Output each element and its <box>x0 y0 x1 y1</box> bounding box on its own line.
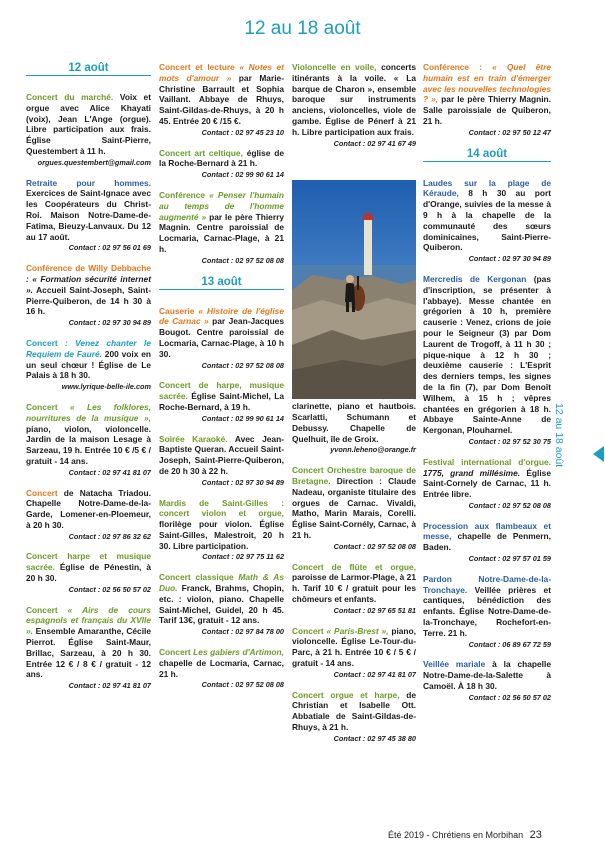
event-title: Concert Orchestre baroque de Bretagne. <box>292 465 416 486</box>
event-contact: Contact : 02 56 50 57 02 <box>468 692 551 702</box>
section-heading-13-aout: 13 août <box>159 276 284 290</box>
event-entry <box>292 626 416 681</box>
entry-list <box>292 390 416 744</box>
event-contact: Contact : 02 97 52 08 08 <box>201 255 284 265</box>
event-description: par Marie-Christine Barrault et Sophia Vaillant. Abbaye de Rhuys, Saint-Gildas-de-Rhuys, à 20 h 45. Entrée 20 € /15 €. <box>159 72 284 126</box>
event-description: par Jean-Jacques Bougot. Centre paroissial de Locmaria, Carnac-Plage, à 10 h 30. <box>159 316 284 359</box>
event-entry <box>292 562 416 617</box>
event-contact: Contact : 02 97 57 01 59 <box>468 554 551 564</box>
event-contact: Contact : 02 97 86 32 62 <box>68 531 151 541</box>
event-description: Franck, Brahms, Chopin, etc. : violon, piano. Chapelle Saint-Michel, Guidel, 20 h 45. Tarif 13€, gratuit - 12 ans. <box>159 583 284 626</box>
event-contact: Contact : 02 99 90 61 14 <box>201 413 284 423</box>
event-title: Concert du marché. <box>26 92 114 102</box>
event-contact: Contact : 02 97 52 08 08 <box>201 680 284 690</box>
entry-list <box>159 306 284 692</box>
event-entry <box>26 551 151 595</box>
event-entry <box>423 574 551 651</box>
column-2 <box>159 62 284 700</box>
event-title: Concert <box>26 337 58 348</box>
event-title: Mercredis de Kergonan <box>423 273 527 284</box>
event-title: Soirée Karaoké. <box>159 433 228 444</box>
event-title: Mardis de Saint-Gilles : concert violon et orgue, <box>159 497 284 519</box>
event-entry <box>423 62 551 139</box>
event-contact: Contact : 02 97 45 38 80 <box>333 733 416 743</box>
event-contact: Contact : 02 56 50 57 02 <box>68 584 151 594</box>
event-description: 200 voix en un seul chœur ! Église de Le Palais à 18 h 30. <box>26 348 151 381</box>
event-description: Église Saint-Cornely de Carnac, 11 h. Entrée libre. <box>423 467 551 500</box>
event-title: Concert <box>26 401 58 412</box>
event-entry <box>159 62 284 139</box>
event-entry <box>159 434 284 489</box>
event-title-italic: « Les folklores, nourritures de la musique », <box>26 401 151 423</box>
event-contact: Contact : 02 97 65 51 81 <box>333 605 416 615</box>
event-description: piano, violon, violoncelle. Jardin de la maison Lesage à Sarzeau, 19 h. Entrée 10 € /5 € / gratuit - 14 ans. <box>26 423 151 466</box>
event-entry <box>26 178 151 255</box>
event-contact: Contact : 02 97 50 12 47 <box>468 127 551 137</box>
event-entry <box>26 92 151 169</box>
event-contact: Contact : 02 97 45 23 10 <box>201 127 284 137</box>
page-footer <box>388 829 568 841</box>
event-entry <box>292 690 416 745</box>
event-title-italic: Math & As Duo. <box>159 572 284 594</box>
event-contact: www.lyrique-belle-ile.com <box>61 382 151 392</box>
event-title: Veillée mariale <box>423 659 486 670</box>
event-title: Concert orgue et harpe, <box>292 689 400 700</box>
event-description-italic: : « Formation sécurité internet ». <box>26 273 151 295</box>
event-title: Concert harpe et musique sacrée. <box>26 551 151 573</box>
event-title: Concert <box>292 625 324 636</box>
event-contact: Contact : 06 89 67 72 59 <box>468 639 551 649</box>
event-title-italic: « Penser l'humain au temps de l'homme augmenté » <box>159 189 284 222</box>
event-title: Concert de harpe, musique sacrée. <box>159 380 284 402</box>
event-contact: Contact : 02 97 84 78 00 <box>201 627 284 637</box>
event-entry <box>26 488 151 543</box>
event-description: de Christian et Isabelle Ott. Abbatiale de Saint-Gildas-de-Rhuys, à 21 h. <box>292 689 417 732</box>
event-title: Concert art celtique, <box>159 147 243 158</box>
entry-list <box>423 178 551 704</box>
event-entry <box>159 148 284 181</box>
event-title: Laudes sur la plage de Kéraude, <box>423 177 551 199</box>
event-entry <box>159 306 284 372</box>
event-description: à la chapelle Notre-Dame-de-la-Salette à Camoël. À 18 h 30. <box>423 659 551 692</box>
event-description: clarinette, piano et hautbois. Scarlatti, Schumann et Debussy. Chapelle de Quelhuit, île de Groix. <box>292 401 416 444</box>
event-description: de Natacha Triadou. Chapelle Notre-Dame-de-la-Garde, Lomener-en-Ploemeur, à 20 h 30. <box>26 487 151 530</box>
event-title: Concert de flûte et orgue, <box>292 561 416 572</box>
event-title: Festival international d'orgue. <box>423 456 551 467</box>
event-title: Procession aux flambeaux et messe, <box>423 520 551 542</box>
event-entry <box>423 521 551 565</box>
event-title: Concert <box>26 604 58 615</box>
event-description: Accueil Saint-Joseph, Saint-Pierre-Quiberon, de 14 h 30 à 16 h. <box>26 284 151 317</box>
event-description: 8 h 30 au port d'Orange, suivies de la messe à 9 h à la chapelle de la communauté des sœurs dominicaines, Saint-Pierre-Quiberon. <box>423 188 551 253</box>
cellist-photo <box>292 180 416 399</box>
event-entry <box>292 465 416 552</box>
event-title: Violoncelle en voile, <box>292 62 377 72</box>
event-description: concerts itinérants à la voile. « La barque de Charon », ensemble baroque sur instruments anciens, violoncelles, viole de gambe. Église de Pénerf à 21 h. Libre participation aux frais. <box>292 62 416 137</box>
event-contact: Contact : 02 97 56 01 69 <box>68 243 151 253</box>
event-entry <box>26 338 151 393</box>
side-tab-arrow-icon <box>593 446 604 462</box>
event-title-italic: « Notes et mots d'amour » <box>159 62 284 83</box>
event-description: Ensemble Amaranthe, Cécile Pierrot. Église Saint-Maur, Brillac, Sarzeau, à 20 h 30. Entrée 12 € / 8 € / gratuit - 12 ans. <box>26 626 151 680</box>
event-contact: orgues.questembert@gmail.com <box>37 157 151 167</box>
event-description: église de la Roche-Bernard à 21 h. <box>159 147 284 169</box>
entry-list <box>26 92 151 692</box>
event-entry <box>423 659 551 703</box>
event-entry <box>423 274 551 448</box>
event-entry <box>159 190 284 267</box>
event-title: Conférence : <box>423 62 482 72</box>
event-contact: Contact : 02 97 41 67 49 <box>333 138 416 148</box>
event-description: (pas d'inscription, se présenter à l'abbaye). Messe chantée en grégorien à 10 h, première causerie : Venez, crions de joie pour le Seigneur (3) par Dom Laurent de Trogoff, à 11 h 30 ; pique-nique à 12 h 30 ; deuxième causerie : L'Esprit des derniers temps, les signes de la fin (7), par Dom Benoît Wilhem, à 15 h ; vêpres chantées en grégorien à 18 h. Abbaye Sainte-Anne de Kergonan, Plouharnel. <box>423 273 551 436</box>
event-description: Exercices de Saint-Ignace avec les Coopérateurs du Christ-Roi. Maison Notre-Dame-de-Fatima, Bieuzy-Lanvaux. Du 12 au 17 août. <box>26 188 151 242</box>
event-description-italic: 1775, grand millésime. <box>423 467 521 478</box>
event-title-italic: « Histoire de l'église de Carnac » <box>159 305 284 327</box>
event-title-italic: : Venez chanter le Requiem de Fauré. <box>26 337 151 359</box>
entry-list <box>423 62 551 139</box>
event-description: chapelle de Locmaria, Carnac, 21 h. <box>159 657 284 679</box>
event-contact: Contact : 02 97 30 94 89 <box>68 318 151 328</box>
entry-list <box>159 62 284 267</box>
event-contact: Contact : 02 97 52 08 08 <box>333 541 416 551</box>
event-entry <box>159 647 284 691</box>
event-title: Conférence de Willy Debbache <box>26 263 151 274</box>
section-heading-14-aout: 14 août <box>423 148 551 162</box>
event-entry <box>292 390 416 456</box>
event-description: Voix et orgue avec Alice Khayati (voix), Jean L'Ange (orgue). Libre participation aux frais. Église Saint-Pierre, Questembert à 11 h. <box>26 92 152 156</box>
event-title: Concert <box>159 647 191 658</box>
event-contact: Contact : 02 97 52 08 08 <box>201 360 284 370</box>
event-title-italic: « Quel être humain est en train d'émerger avec les nouvelles technologies ? », <box>423 62 551 105</box>
page-title: 12 au 18 août <box>244 18 361 39</box>
page-number: 23 <box>529 829 542 841</box>
event-title-italic: Les gabiers d'Artimon, <box>190 647 284 658</box>
event-title-italic: « Airs de cours espagnols et français du XVIIe ». <box>26 604 151 637</box>
event-title: Concert classique <box>159 572 234 583</box>
event-title: Concert et lecture <box>159 62 235 72</box>
event-description: Direction : Claude Nadeau, organiste titulaire des orgues de Carnac. Vivaldi, Matho, Marin Marais, Corelli. Église Saint-Cornély, Carnac, à 21 h. <box>292 475 416 540</box>
event-contact: Contact : 02 99 90 61 14 <box>201 170 284 180</box>
event-entry <box>26 402 151 479</box>
column-4 <box>423 62 551 713</box>
event-entry <box>423 178 551 265</box>
event-description: paroisse de Larmor-Plage, à 21 h. Tarif 10 € / gratuit pour les chômeurs et enfants. <box>292 572 416 604</box>
event-contact: Contact : 02 97 41 81 07 <box>68 681 151 691</box>
event-description: par le père Thierry Magnin. Salle paroissiale de Quiberon, 21 h. <box>423 94 552 126</box>
event-description: Veillée prières et cantiques, bénédiction des enfants. Église Notre-Dame-de-la-Tronchaye, Rochefort-en-Terre. 21 h. <box>423 584 551 638</box>
section-heading-12-aout: 12 août <box>26 62 151 76</box>
event-contact: Contact : 02 97 30 94 89 <box>201 477 284 487</box>
event-title-italic: « Paris-Brest », <box>323 625 389 636</box>
event-contact: Contact : 02 97 52 08 08 <box>468 500 551 510</box>
event-contact: Contact : 02 97 75 11 62 <box>202 552 284 562</box>
event-title: Pardon Notre-Dame-de-la-Tronchaye. <box>423 573 551 595</box>
event-entry <box>292 62 416 149</box>
footer-text: Été 2019 - Chrétiens en Morbihan <box>388 830 524 840</box>
event-description: par le père Thierry Magnin. Centre paroissial de Locmaria, Carnac-Plage, à 21 h. <box>159 211 284 254</box>
event-title: Conférence <box>159 189 206 200</box>
event-description: florilège pour violon. Église Saint-Gilles, Malestroit, 20 h 30. Libre participation. <box>159 519 284 551</box>
side-tab-label: 12 au 18 août <box>553 403 565 468</box>
event-contact: Contact : 02 97 52 30 75 <box>468 436 551 446</box>
event-contact: Contact : 02 97 41 81 07 <box>68 467 151 477</box>
event-title: Causerie <box>159 305 195 316</box>
event-entry <box>159 380 284 424</box>
event-entry <box>26 263 151 329</box>
column-1 <box>26 62 151 701</box>
event-description: Église de Pénestin, à 20 h 30. <box>26 562 151 584</box>
column-3 <box>292 62 416 753</box>
event-entry <box>159 498 284 564</box>
event-entry <box>159 572 284 638</box>
entry-list <box>292 62 416 149</box>
event-description: Avec Jean-Baptiste Queran. Accueil Saint-Joseph, Saint-Pierre-Quiberon, de 20 h 30 à 22 h. <box>159 433 284 476</box>
event-description: chapelle de Penmern, Baden. <box>423 531 551 553</box>
event-entry <box>423 457 551 512</box>
event-title: Concert <box>26 487 58 498</box>
event-description: Église Saint-Michel, La Roche-Bernard, à 19 h. <box>159 391 284 412</box>
event-title: Retraite pour hommes. <box>26 177 151 188</box>
event-description: piano, violoncelle. Église Le-Tour-du-Parc, à 21 h. Entrée 10 € / 5 € / gratuit - 14 ans. <box>292 625 416 668</box>
event-entry <box>26 605 151 692</box>
event-contact: Contact : 02 97 30 94 89 <box>468 254 551 264</box>
event-contact: yvonn.leheno@orange.fr <box>330 445 416 455</box>
event-contact: Contact : 02 97 41 81 07 <box>333 669 416 679</box>
